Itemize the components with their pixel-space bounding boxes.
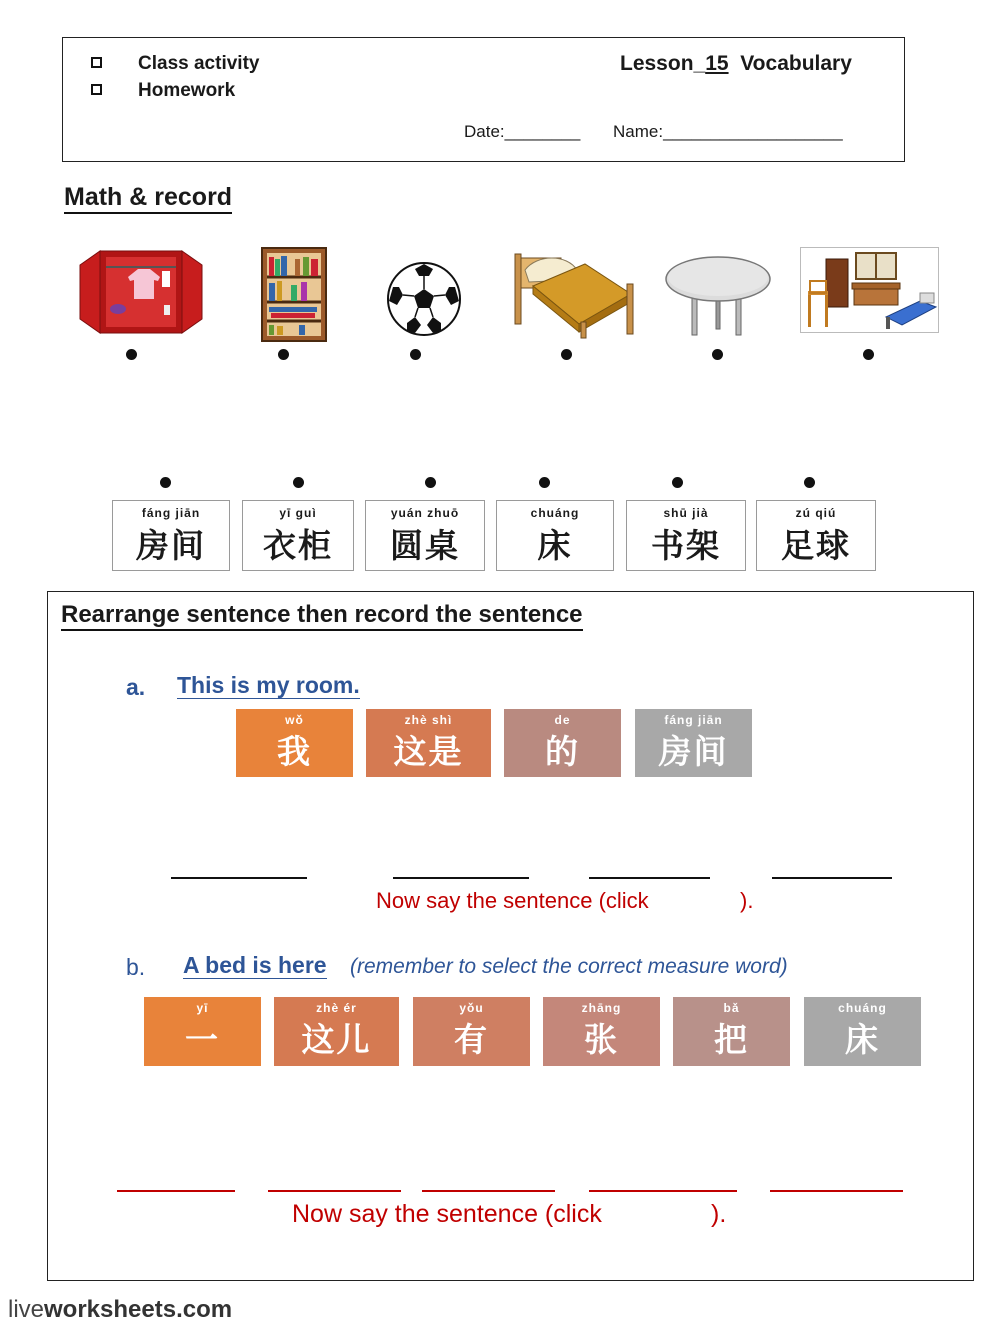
match-dot-top-4[interactable] — [561, 349, 572, 360]
say-sentence-a-prefix: Now say the sentence (click — [376, 888, 649, 913]
say-sentence-b-prefix: Now say the sentence (click — [292, 1200, 602, 1228]
vocab-hanzi: 床 — [537, 526, 573, 565]
answer-blank-a-4[interactable] — [772, 877, 892, 879]
tile-pinyin: yī — [196, 1001, 209, 1015]
tile-pinyin: chuáng — [838, 1001, 887, 1015]
answer-blank-a-1[interactable] — [171, 877, 307, 879]
answer-blank-b-3[interactable] — [422, 1190, 555, 1192]
tile-hanzi: 的 — [545, 732, 580, 771]
vocab-card-shujia[interactable] — [626, 500, 746, 571]
match-dot-top-2[interactable] — [278, 349, 289, 360]
match-dot-top-5[interactable] — [712, 349, 723, 360]
lesson-number: 15 — [705, 52, 729, 75]
answer-blank-b-1[interactable] — [117, 1190, 235, 1192]
tile-hanzi: 把 — [714, 1020, 749, 1059]
word-tile-wo[interactable] — [236, 709, 353, 777]
tile-hanzi: 床 — [845, 1020, 880, 1059]
vocab-pinyin: yuán zhuō — [390, 506, 460, 520]
say-sentence-a-suffix: ). — [740, 888, 754, 913]
homework-checkbox[interactable] — [91, 84, 102, 95]
word-tile-zhang[interactable] — [543, 997, 660, 1066]
tile-hanzi: 有 — [454, 1020, 489, 1059]
match-dot-top-1[interactable] — [126, 349, 137, 360]
class-activity-label: Class activity — [138, 53, 260, 74]
question-a-letter: a. — [126, 674, 146, 700]
vocab-pinyin: chuáng — [530, 506, 580, 520]
vocab-hanzi: 足球 — [781, 526, 851, 565]
word-tile-ba[interactable] — [673, 997, 790, 1066]
lesson-suffix: Vocabulary — [740, 52, 852, 75]
vocab-hanzi: 圆桌 — [390, 526, 460, 565]
word-tile-fangjian[interactable] — [635, 709, 752, 777]
match-dot-bottom-3[interactable] — [425, 477, 436, 488]
vocab-hanzi: 房间 — [136, 526, 206, 565]
vocab-card-zuqiu[interactable] — [756, 500, 876, 571]
vocab-pinyin: shū jià — [663, 506, 709, 520]
vocab-pinyin: fáng jiān — [141, 506, 201, 520]
lesson-title — [620, 52, 852, 76]
vocab-card-fangjian[interactable] — [112, 500, 230, 571]
room-image — [800, 247, 939, 333]
word-tile-yi[interactable] — [144, 997, 261, 1066]
tile-pinyin: yǒu — [459, 1001, 484, 1015]
bookshelf-image — [261, 247, 327, 342]
vocab-card-yuanzhuo[interactable] — [365, 500, 485, 571]
vocab-hanzi: 书架 — [651, 526, 721, 565]
match-dot-bottom-2[interactable] — [293, 477, 304, 488]
question-b-note: (remember to select the correct measure word) — [350, 955, 788, 978]
soccer-ball-image — [385, 261, 463, 337]
class-activity-checkbox[interactable] — [91, 57, 102, 68]
match-dot-bottom-4[interactable] — [539, 477, 550, 488]
round-table-image — [664, 255, 772, 337]
tile-hanzi: 张 — [584, 1020, 619, 1059]
question-a-sentence: This is my room. — [177, 672, 360, 698]
vocab-card-yigui[interactable] — [242, 500, 354, 571]
tile-pinyin: zhè shì — [404, 713, 453, 727]
answer-blank-b-5[interactable] — [770, 1190, 903, 1192]
tile-pinyin: zhè ér — [316, 1001, 357, 1015]
tile-pinyin: fáng jiān — [664, 713, 723, 727]
tile-hanzi: 房间 — [658, 732, 729, 771]
liveworksheets-logo — [8, 1296, 232, 1324]
answer-blank-a-3[interactable] — [589, 877, 710, 879]
match-dot-top-3[interactable] — [410, 349, 421, 360]
match-dot-bottom-6[interactable] — [804, 477, 815, 488]
tile-pinyin: bǎ — [723, 1001, 740, 1015]
vocab-card-chuang[interactable] — [496, 500, 614, 571]
vocab-pinyin: yī guì — [279, 506, 317, 520]
answer-blank-a-2[interactable] — [393, 877, 529, 879]
word-tile-you[interactable] — [413, 997, 530, 1066]
brand-bold: worksheets.com — [44, 1296, 233, 1323]
match-dot-bottom-5[interactable] — [672, 477, 683, 488]
tile-pinyin: wǒ — [285, 713, 304, 727]
tile-hanzi: 一 — [185, 1020, 220, 1059]
date-field[interactable]: Date:________ — [464, 122, 581, 141]
vocab-pinyin: zú qiú — [795, 506, 837, 520]
tile-hanzi: 这儿 — [301, 1020, 372, 1059]
answer-blank-b-2[interactable] — [268, 1190, 401, 1192]
say-sentence-b-suffix: ). — [711, 1200, 727, 1228]
lesson-prefix: Lesson_ — [620, 52, 706, 75]
homework-label: Homework — [138, 80, 236, 101]
wardrobe-image — [78, 247, 204, 335]
word-tile-chuang[interactable] — [804, 997, 921, 1066]
bed-image — [511, 236, 637, 340]
question-b-letter: b. — [126, 954, 146, 980]
name-field[interactable]: Name:___________________ — [613, 122, 843, 141]
tile-pinyin: zhāng — [581, 1001, 622, 1015]
word-tile-zheer[interactable] — [274, 997, 399, 1066]
word-tile-de[interactable] — [504, 709, 621, 777]
rearrange-section-title: Rearrange sentence then record the sentence — [61, 601, 583, 631]
match-dot-top-6[interactable] — [863, 349, 874, 360]
word-tile-zheshi[interactable] — [366, 709, 491, 777]
tile-pinyin: de — [554, 713, 571, 727]
tile-hanzi: 我 — [277, 732, 312, 771]
vocab-hanzi: 衣柜 — [263, 526, 333, 565]
brand-light: live — [8, 1296, 45, 1323]
question-b-sentence: A bed is here — [183, 952, 327, 978]
match-section-title: Math & record — [64, 183, 232, 214]
tile-hanzi: 这是 — [393, 732, 464, 771]
match-dot-bottom-1[interactable] — [160, 477, 171, 488]
answer-blank-b-4[interactable] — [589, 1190, 737, 1192]
